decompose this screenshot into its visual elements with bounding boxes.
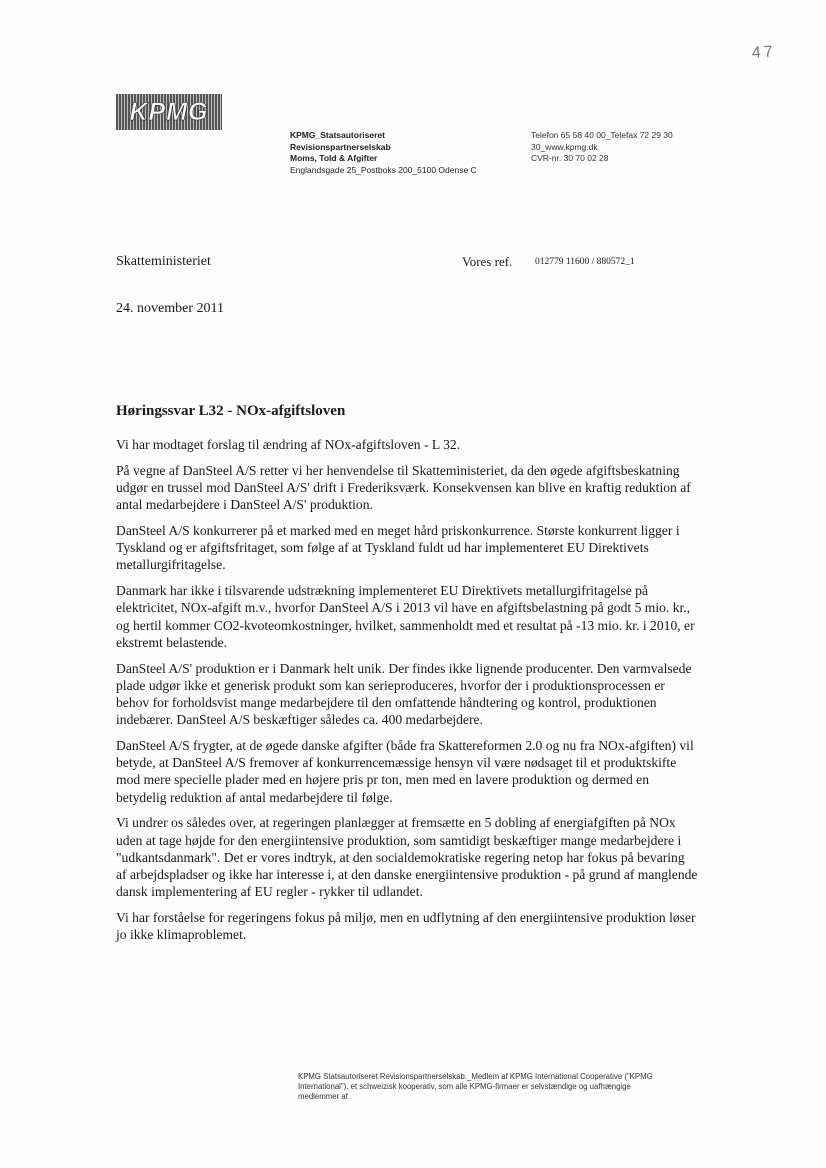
paragraph: Danmark har ikke i tilsvarende udstrækning implementeret EU Direktivets metallurgifritagelse på elektricitet, NOx-afgift m.v., hvorfor DanSteel A/S i 2013 vil have en afgiftsbelastning på godt 5 mio. kr., og hertil kommer CO2-kvoteomkostninger, hvilket, sammenholdt med et resultat på -13 mio. kr. i 2010, er ekstremt belastende. [116,583,695,650]
paragraph: DanSteel A/S konkurrerer på et marked med en meget hård priskonkurrence. Største konkurrent ligger i Tyskland og er afgiftsfritaget, som følge af at Tyskland fuldt ud har implementeret EU Direktivets metallurgifritagelse. [116,523,680,573]
footer-legal-text: KPMG Statsautoriseret Revisionspartnerselskab._Medlem af KPMG International Cooperative ("KPMG International"), et schweizisk kooperativ, som alle KPMG-firmaer er selvstændige og uafhængige medlemmer af. [298,1072,653,1101]
department: Moms, Told & Afgifter [290,153,378,163]
postal-address: Englandsgade 25_Postboks 200_5100 Odense C [290,164,477,175]
recipient: Skatteministeriet [116,254,211,269]
paragraph: Vi har forståelse for regeringens fokus på miljø, men en udflytning af den energiintensive produktion løser jo ikke klimaproblemet. [116,910,696,943]
paragraph: DanSteel A/S' produktion er i Danmark helt unik. Der findes ikke lignende producenter. Den varmvalsede plade udgør ikke et generisk produkt som kan serieproduceres, hvorfor der i produktionsprocessen er behov for forholdsvist mange medarbejdere til den omfattende håndtering og kontrol, produktionen indebærer. DanSteel A/S beskæftiger således ca. 400 medarbejdere. [116,660,692,728]
company-address-block [290,130,477,176]
reference-label: Vores ref. [462,254,513,269]
phone-line: Telefon 65 58 40 00_Telefax 72 29 30 [531,130,673,140]
company-name: KPMG_Statsautoriseret [290,130,385,140]
paragraph: På vegne af DanSteel A/S retter vi her henvendelse til Skatteministeriet, da den øgede afgiftsbeskatning udgør en trussel mod DanSteel A/S' drift i Frederiksværk. Konsekvensen kan blive en kraftig reduktion af antal medarbejdere i DanSteel A/S' produktion. [116,462,691,513]
kpmg-logo [116,94,222,130]
cvr-line: CVR-nr. 30 70 02 28 [531,153,609,163]
paragraph: DanSteel A/S frygter, at de øgede danske afgifter (både fra Skattereformen 2.0 og nu fra NOx-afgiften) vil betyde, at DanSteel A/S fremover af konkurrencemæssige hensyn vil være nødsaget til et produktskifte mod mere specielle plader med en højere pris pr ton, men med en lavere produktion og dermed en betydelig reduktion af antal medarbejdere til følge. [116,738,694,805]
handwritten-page-number: 47 [751,43,777,62]
paragraph: Vi har modtaget forslag til ændring af NOx-afgiftsloven - L 32. [116,437,461,452]
reference-number: 012779 11600 / 880572_1 [535,257,635,267]
website-line: 30_www.kpmg.dk [531,141,598,152]
letter-title: Høringssvar L32 - NOx-afgiftsloven [116,403,346,419]
company-type: Revisionspartnerselskab [290,141,391,152]
logo-text: KPMG [129,97,209,126]
letter-date: 24. november 2011 [116,301,224,316]
contact-block [531,130,673,165]
letter-body [116,436,698,952]
paragraph: Vi undrer os således over, at regeringen planlægger at fremsætte en 5 dobling af energiafgiften på NOx uden at tage højde for den energiintensive produktion, som samtidigt beskæftiger mange medarbejdere i "udkantsdanmark". Det er vores indtryk, at den socialdemokratiske regering netop har fokus på bevaring af arbejdspladser og ikke har interesse i, at den danske energiintensive produktion - på grund af manglende dansk implementering af EU regler - rykker til udlandet. [116,815,698,900]
